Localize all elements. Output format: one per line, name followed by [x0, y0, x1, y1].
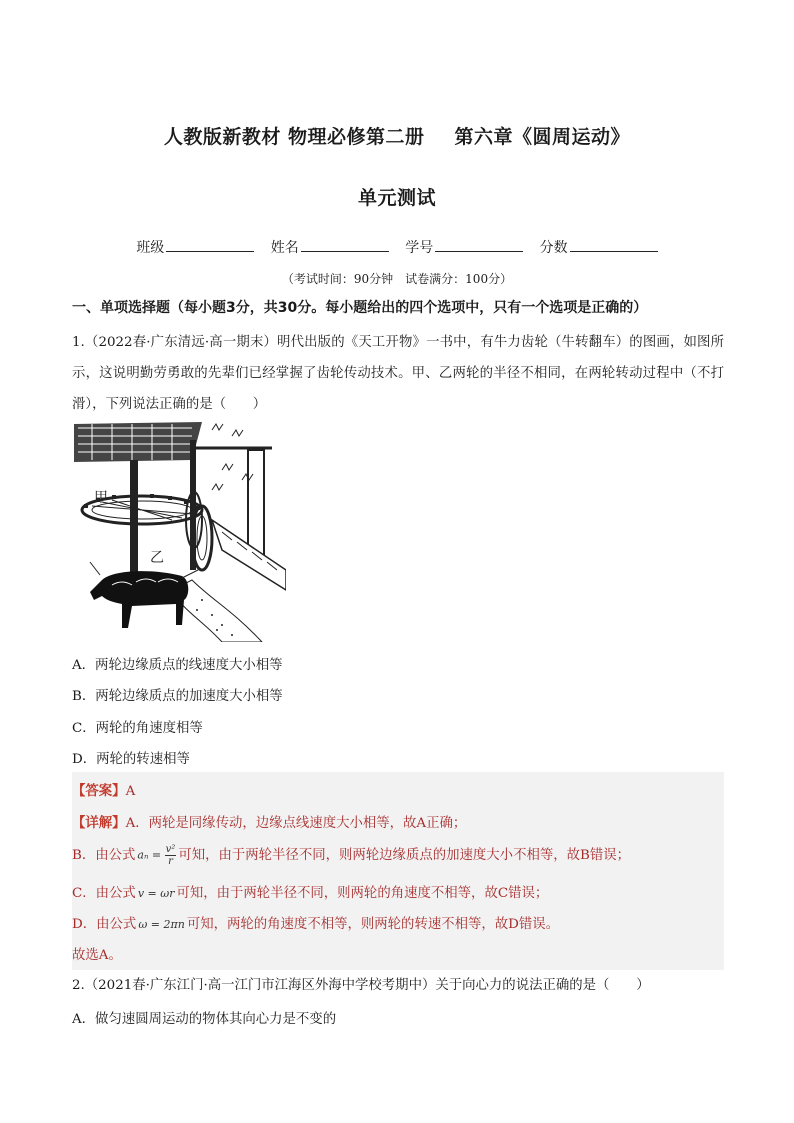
answer-explanation-box	[72, 772, 724, 970]
score-blank[interactable]	[570, 237, 658, 252]
detail-d-pre: D．由公式	[72, 917, 137, 932]
score-label: 分数	[539, 240, 568, 256]
class-blank[interactable]	[166, 237, 254, 252]
detail-b-line	[72, 844, 630, 867]
question-1-stem: 1.（2022春·广东清远·高一期末）明代出版的《天工开物》一书中，有牛力齿轮（牛转翻车）的图画，如图所示，这说明勤劳勇敢的先辈们已经掌握了齿轮传动技术。甲、乙两轮的半径不相同，在两轮转动过程中（不打滑），下列说法正确的是（ ）	[72, 335, 724, 412]
detail-c-line	[72, 882, 548, 901]
detail-a: A．两轮是同缘传动，边缘点线速度大小相等，故A正确；	[125, 816, 467, 831]
student-info-row	[0, 237, 794, 257]
exam-time-note: （考试时间：90分钟 试卷满分：100分）	[281, 272, 513, 286]
answer-tag: 【答案】	[72, 783, 126, 799]
q1-option-a: A．两轮边缘质点的线速度大小相等	[72, 658, 283, 673]
q1-option-c: C．两轮的角速度相等	[72, 721, 203, 736]
score-field	[540, 237, 658, 257]
ox-waterwheel-illustration	[72, 420, 286, 642]
formula-angular-velocity: ω = 2πn	[138, 918, 185, 931]
q2-option-a: A．做匀速圆周运动的物体其向心力是不变的	[72, 1012, 337, 1027]
detail-a-line	[72, 812, 466, 831]
detail-c-pre: C．由公式	[72, 886, 136, 901]
formula-linear-velocity: v = ωr	[137, 887, 175, 900]
document-subtitle: 单元测试	[357, 187, 436, 209]
q1-option-b: B．两轮边缘质点的加速度大小相等	[72, 689, 283, 704]
detail-tag: 【详解】	[72, 815, 126, 831]
formula-b-fraction	[165, 844, 177, 867]
formula-centripetal-acceleration	[137, 844, 176, 867]
number-blank[interactable]	[435, 237, 523, 252]
q1-option-d: D．两轮的转速相等	[72, 752, 190, 767]
answer-line	[72, 780, 135, 799]
detail-d-post: 可知，两轮的角速度不相等，则两轮的转速不相等，故D错误。	[186, 917, 560, 932]
detail-b-pre: B．由公式	[72, 848, 136, 863]
class-field	[136, 237, 254, 257]
number-field	[405, 237, 523, 257]
detail-c-post: 可知，由于两轮半径不同，则两轮的角速度不相等，故C错误；	[176, 886, 549, 901]
document-title	[0, 122, 794, 149]
detail-b-post: 可知，由于两轮半径不同，则两轮边缘质点的加速度大小不相等，故B错误；	[178, 848, 631, 863]
formula-b-numerator: v²	[165, 844, 176, 855]
figure-label-yi: 乙	[150, 550, 164, 566]
formula-b-denominator: r	[168, 856, 173, 867]
answer-conclusion: 故选A。	[72, 948, 122, 963]
figure-label-jia: 甲	[94, 490, 108, 506]
class-label: 班级	[136, 240, 165, 256]
number-label: 学号	[405, 240, 434, 256]
title-part1: 人教版新教材 物理必修第二册	[163, 126, 425, 148]
question-2-stem: 2.（2021春·广东江门·高一江门市江海区外海中学校考期中）关于向心力的说法正确的是（ ）	[72, 978, 650, 993]
name-label: 姓名	[270, 240, 299, 256]
detail-d-line	[72, 913, 559, 932]
answer-value: A	[125, 784, 136, 799]
name-blank[interactable]	[301, 237, 389, 252]
section-heading: 一、单项选择题（每小题3分，共30分。每小题给出的四个选项中，只有一个选项是正确的）	[72, 300, 648, 316]
title-part2: 第六章《圆周运动》	[454, 126, 631, 148]
name-field	[271, 237, 389, 257]
formula-b-lhs: aₙ =	[137, 848, 162, 862]
